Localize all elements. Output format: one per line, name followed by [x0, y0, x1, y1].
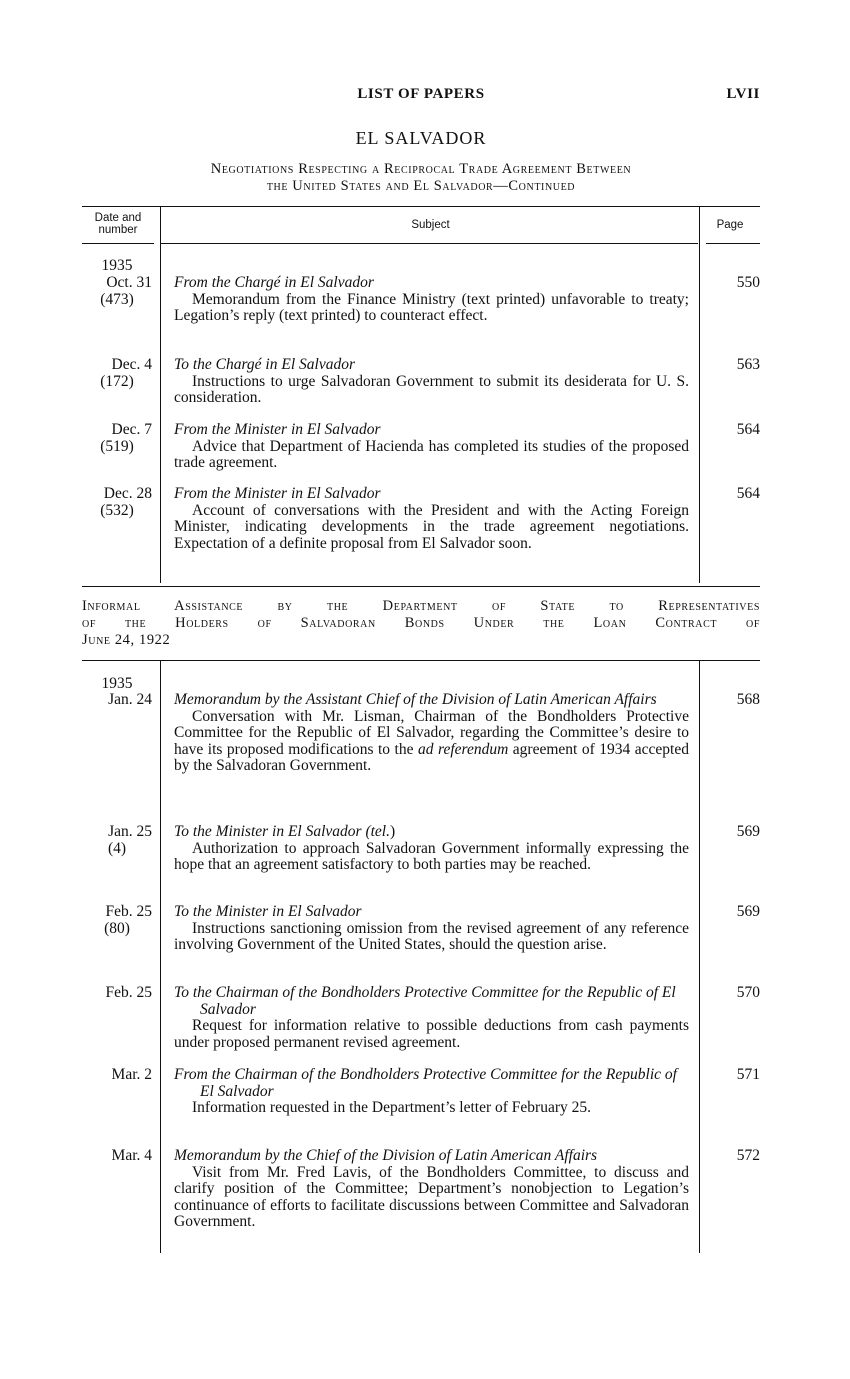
entry-page: 564	[736, 421, 760, 438]
section1-heading-line: Negotiations Respecting a Reciprocal Trade Agreement Between	[210, 161, 632, 177]
entry-addressee	[174, 824, 689, 841]
entry-subject	[174, 357, 689, 407]
section1-heading	[82, 161, 760, 195]
entry-date	[82, 357, 152, 390]
entry-date	[82, 824, 152, 857]
entry-subject	[174, 824, 689, 874]
entry-page: 564	[736, 485, 760, 502]
entry-addressee-part: tel.	[370, 823, 390, 840]
entry-description: Account of conversations with the President and with the Acting Foreign Minister, indicating developments in the trade agreement negotiations. Expectation of a definite proposal from El Salvador soon.	[174, 501, 689, 552]
entry-description-part: Conversation with Mr. Lisman, Chairman of the Bondholders Protective Committee for the Republic of El Salvador, regarding the Committee’s desire to have its proposed modifications to the	[174, 707, 689, 758]
entry-subject	[174, 486, 689, 552]
entry-number: (473)	[100, 290, 134, 308]
column-divider	[699, 207, 700, 583]
entry-addressee-part: )	[390, 823, 396, 840]
column-divider	[160, 207, 161, 583]
entry-page: 550	[736, 274, 760, 291]
entry-description: Advice that Department of Hacienda has completed its studies of the proposed trade agreement.	[174, 437, 689, 471]
page-number: LVII	[726, 86, 760, 102]
table-top-rule	[82, 206, 760, 207]
section2-heading	[82, 598, 760, 649]
section2-heading-line: June 24, 1922	[82, 632, 171, 648]
entry-date	[82, 1148, 152, 1165]
entry-description	[174, 709, 689, 775]
country-title: EL SALVADOR	[355, 128, 487, 148]
entry-description-italic: ad referendum	[417, 740, 509, 758]
entry-addressee: To the Chairman of the Bondholders Protective Committee for the Republic of El Salvador	[174, 984, 676, 1018]
entry-addressee-part: To the Minister in El Salvador (	[174, 823, 371, 840]
entry-addressee: From the Minister in El Salvador	[174, 485, 381, 502]
entry-date-text: Jan. 24	[108, 691, 152, 708]
section2-heading-line: of the Holders of Salvadoran Bonds Under the Loan Contract of	[82, 615, 760, 631]
entry-description: Authorization to approach Salvadoran Government informally expressing the hope that an agreement satisfactory to both parties may be reached.	[174, 839, 689, 873]
entry-description: Information requested in the Department’s letter of February 25.	[192, 1099, 591, 1116]
entry-description: Instructions to urge Salvadoran Government to submit its desiderata for U. S. consideration.	[174, 372, 689, 406]
entry-addressee: From the Minister in El Salvador	[174, 421, 381, 438]
column-header-date-line: Date and	[94, 212, 142, 224]
entry-subject	[174, 985, 689, 1051]
year-label: 1935	[101, 257, 133, 274]
section1-heading-line: the United States and El Salvador—Continued	[266, 178, 576, 194]
entry-date	[82, 1067, 152, 1084]
entry-page: 569	[736, 903, 760, 920]
entry-page: 570	[736, 984, 760, 1001]
entry-subject	[174, 1067, 689, 1117]
entry-page: 569	[736, 823, 760, 840]
section-rule	[82, 586, 760, 587]
column-divider	[160, 661, 161, 1253]
year-label: 1935	[101, 675, 133, 692]
entry-date	[82, 275, 152, 308]
entry-addressee: To the Chargé in El Salvador	[174, 356, 355, 373]
column-divider	[699, 661, 700, 1253]
entry-date	[82, 904, 152, 937]
entry-page: 572	[736, 1147, 760, 1164]
entry-date-text: Feb. 25	[105, 984, 152, 1001]
header-underline-page	[706, 243, 760, 244]
column-header-date-line: number	[98, 224, 138, 236]
column-header-subject: Subject	[411, 219, 450, 231]
entry-number: (519)	[100, 437, 134, 455]
entry-description: Memorandum from the Finance Ministry (text printed) unfavorable to treaty; Legation’s reply (text printed) to counteract effect.	[174, 290, 689, 324]
entry-date	[82, 422, 152, 455]
entry-page: 563	[736, 356, 760, 373]
entry-number: (532)	[100, 501, 134, 519]
entry-subject	[174, 422, 689, 472]
entry-page: 568	[736, 691, 760, 708]
entry-date-text: Dec. 7	[111, 421, 152, 438]
entry-date	[82, 692, 152, 709]
running-head	[82, 86, 760, 106]
header-underline-date	[82, 243, 154, 244]
entry-addressee: Memorandum by the Assistant Chief of the Division of Latin American Affairs	[174, 691, 657, 708]
entry-addressee: To the Minister in El Salvador	[174, 903, 362, 920]
entry-addressee: From the Chargé in El Salvador	[174, 274, 374, 291]
entry-number: (4)	[107, 839, 127, 857]
table-top-rule	[82, 660, 760, 661]
entry-subject	[174, 1148, 689, 1231]
entry-date-text: Dec. 28	[103, 485, 152, 502]
entry-number: (80)	[104, 919, 130, 937]
entry-date-text: Dec. 4	[111, 356, 152, 373]
entry-subject	[174, 692, 689, 775]
entry-description: Visit from Mr. Fred Lavis, of the Bondholders Committee, to discuss and clarify position of the Committee; Department’s nonobjection to Legation’s continuance of efforts to facilitate discussions between Committee and Salvadoran Government.	[174, 1163, 689, 1230]
entry-date-text: Mar. 2	[111, 1066, 152, 1083]
entry-subject	[174, 904, 689, 954]
entry-number: (172)	[100, 372, 134, 390]
entry-date-text: Mar. 4	[111, 1147, 152, 1164]
entry-subject	[174, 275, 689, 325]
entry-description: Request for information relative to possible deductions from cash payments under proposed permanent revised agreement.	[174, 1017, 689, 1051]
header-underline-subject	[161, 243, 698, 244]
column-header-date	[84, 212, 152, 236]
entry-description: Instructions sanctioning omission from the revised agreement of any reference involving Government of the United States, should the question arise.	[174, 919, 689, 953]
entry-addressee: From the Chairman of the Bondholders Protective Committee for the Republic of El Salvador	[174, 1066, 677, 1100]
section2-heading-line: Informal Assistance by the Department of State to Representatives	[82, 598, 760, 614]
entry-page: 571	[736, 1066, 760, 1083]
entry-date	[82, 985, 152, 1002]
column-header-page: Page	[716, 219, 744, 231]
entry-addressee: Memorandum by the Chief of the Division of Latin American Affairs	[174, 1147, 598, 1164]
entry-date-text: Feb. 25	[105, 903, 152, 920]
running-head-title: LIST OF PAPERS	[357, 86, 485, 102]
entry-date	[82, 486, 152, 519]
entry-date-text: Jan. 25	[108, 823, 152, 840]
entry-description-part: agreement of 1934 accepted by the Salvadoran Government.	[174, 740, 689, 774]
entry-date-text: Oct. 31	[106, 274, 152, 291]
